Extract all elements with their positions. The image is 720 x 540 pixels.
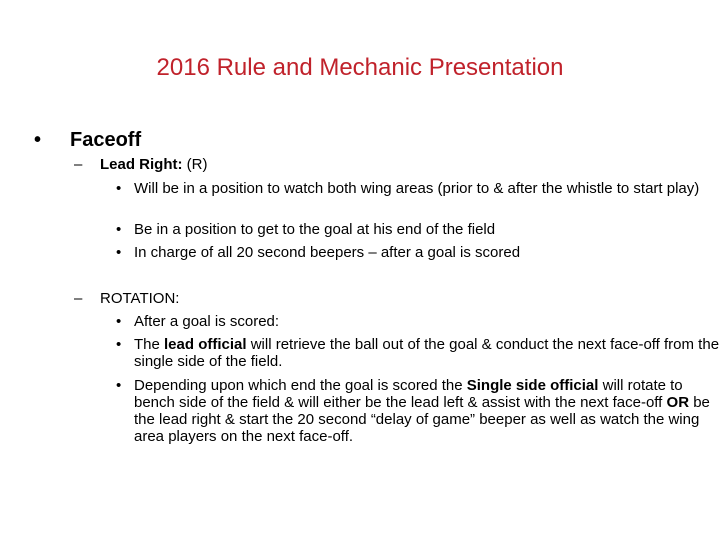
dash-marker: – — [74, 156, 83, 173]
faceoff-heading: Faceoff — [70, 129, 142, 151]
list-item — [112, 244, 720, 261]
bullet-marker: • — [116, 336, 122, 353]
rotation-label: ROTATION: — [100, 290, 180, 307]
rotation-item-3-pre: Depending upon which end the goal is scored the — [134, 377, 467, 394]
single-side-official-emphasis: Single side official — [466, 377, 599, 394]
subheading-lead-right — [74, 156, 208, 174]
rotation-item-2-post: will retrieve the ball out of the goal & conduct the next face-off from the single side of the field. — [134, 336, 720, 370]
lead-right-item-1: Will be in a position to watch both wing areas (prior to & after the whistle to start play) — [134, 180, 700, 197]
rotation-item-2 — [134, 336, 719, 370]
dash-marker: – — [74, 290, 83, 307]
or-emphasis: OR — [666, 394, 690, 411]
rotation-item-3 — [134, 377, 710, 445]
lead-official-emphasis: lead official — [164, 336, 247, 353]
subheading-rotation — [74, 290, 179, 308]
bullet-marker: • — [116, 377, 122, 394]
bullet-marker: • — [116, 313, 122, 330]
list-item — [112, 221, 720, 238]
bullet-faceoff — [34, 126, 141, 154]
list-item — [112, 180, 720, 197]
lead-right-suffix: (R) — [182, 156, 208, 173]
rotation-item-3-mid: will rotate to bench side of the field & will either be the lead left & assist with the next face-off — [134, 377, 683, 411]
bullet-marker: • — [116, 221, 122, 238]
rotation-item-2-pre: The — [134, 336, 165, 353]
slide-title: 2016 Rule and Mechanic Presentation — [156, 54, 564, 81]
list-item — [112, 377, 720, 445]
rotation-item-3-post: be the lead right & start the 20 second “delay of game” beeper as well as watch the wing area players on the next face-off. — [134, 394, 710, 445]
bullet-marker: • — [34, 129, 42, 151]
bullet-marker: • — [116, 180, 122, 197]
lead-right-item-3: In charge of all 20 second beepers – after a goal is scored — [134, 244, 521, 261]
lead-right-label: Lead Right: — [100, 156, 183, 173]
rotation-item-1: After a goal is scored: — [134, 313, 280, 330]
list-item — [112, 336, 720, 370]
bullet-marker: • — [116, 244, 122, 261]
list-item — [112, 313, 720, 330]
lead-right-item-2: Be in a position to get to the goal at his end of the field — [134, 221, 496, 238]
